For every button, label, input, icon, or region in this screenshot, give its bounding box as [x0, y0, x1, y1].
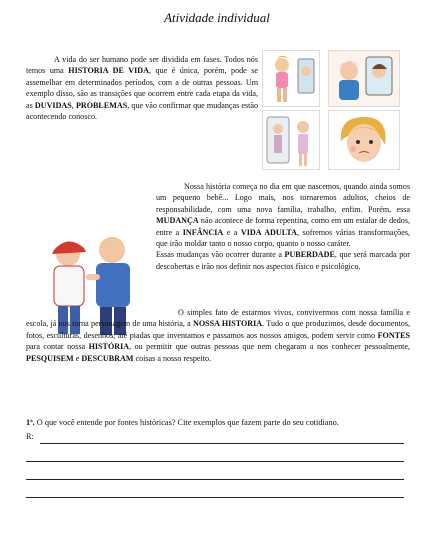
worried-girl-illustration [328, 110, 400, 170]
paragraph-story: Nossa história começa no dia em que nascemos, quando ainda somos um pequeno bebê... Logo mais, nos tornaremos adultos, cheios de responsabilidade, com uma nova família, trabalho, enfim. Porém, essa MUDANÇA não acontece de forma repentina, como em um estalar de dedos, entre a INFÂNCIA e a VIDA ADULTA, sofremos várias transformações, que irão moldar tanto o nosso corpo, quanto o nosso caráter. Essas mudanças vão ocorrer durante a PUBERDADE, que será marcada por descobertas e irão nos definir nos aspectos físico e psicológico. [26, 181, 410, 309]
answer-line-4[interactable] [26, 497, 404, 498]
mirror-reflection-illustration [262, 110, 320, 170]
paragraph-sources: O simples fato de estarmos vivos, convivermos com nossa família e escola, já nos torna personagem de uma história, a NOSSA HISTORIA. Tudo o que produzimos, desde documentos, fotos, esculturas, desenhos, até piadas que inventamos e passamos aos nossos amigos, podem servir como FONTES para contar nossa HISTÓRIA, ou permitir que outras pessoas que nem chegaram a nos conhecer pessoalmente, PESQUISEM e DESCUBRAM coisas a nosso respeito. [26, 308, 411, 363]
paragraph-intro: A vida do ser humano pode ser dividida em fases. Todos nós temos uma HISTORIA DE VIDA, que é única, porém, pode se assemelhar em determinados períodos, com a de outras pessoas. Um exemplo disso, são as transições que ocorrem entre cada etapa da vida, as DUVIDAS, PROBLEMAS, que vão confirmar que mudanças estão acontecendo conosco. [26, 55, 259, 122]
answer-line-2[interactable] [26, 461, 404, 462]
women-mirror-cartoon [328, 50, 400, 107]
answer-label: R: [26, 432, 34, 441]
question-1: 1ª. O que você entende por fontes históricas? Cite exemplos que fazem parte do seu cotidiano. [26, 418, 339, 427]
page-title: Atividade individual [164, 10, 270, 25]
paragraph-puberdade: Essas mudanças vão ocorrer durante a PUBERDADE, que será marcada por descobertas e irão nos definir nos aspectos físico e psicológico. [156, 250, 410, 271]
answer-line-3[interactable] [26, 479, 404, 480]
answer-line-1[interactable] [40, 443, 404, 444]
woman-mirror-illustration [262, 50, 320, 107]
